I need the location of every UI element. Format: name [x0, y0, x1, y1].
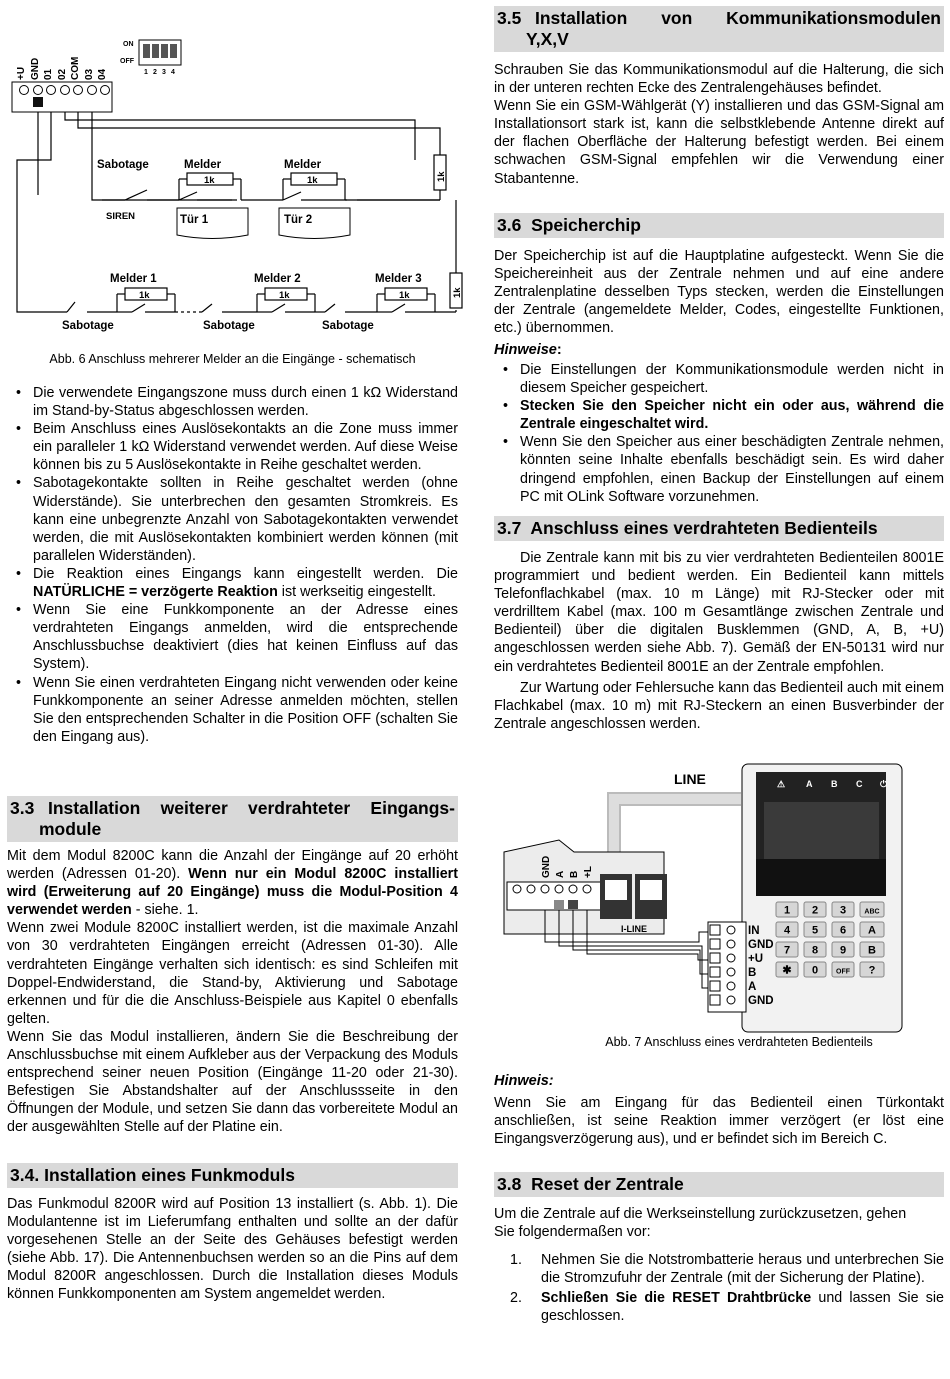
keypad-terminal-label: +U — [748, 953, 764, 965]
keypad-key-label: 2 — [811, 904, 819, 917]
dip-number: 3 — [162, 69, 166, 76]
section-3-5-body — [494, 61, 944, 188]
paragraph: Der Speicherchip ist auf die Hauptplatine aufgesteckt. Wenn Sie die Speichereinheit aus der Zentrale nehmen und auf eine andere Zentralenplatine desselben Typs stecken, werden die Einstellungen der Zentrale (angemeldete Melder, Codes, eingestellte Funktionen, etc.) übernommen. — [494, 248, 944, 337]
list-item: 1. Nehmen Sie die Notstrombatterie heraus und unterbrechen Sie die Stromzufuhr der Zentrale (mit der Sicherung der Platine). — [510, 1252, 944, 1287]
terminal-label: B — [569, 870, 580, 878]
resistor-label: 1k — [307, 175, 318, 186]
sabotage-label: Sabotage — [203, 320, 255, 332]
dip-number: 4 — [171, 69, 175, 76]
paragraph: Zur Wartung oder Fehlersuche kann das Bedienteil auch mit einem Flachkabel (max. 10 m) mit RJ-Steckern an einen Busverbinder der Zentrale angeschlossen werden. — [494, 679, 944, 732]
power-icon: ⏻ — [880, 779, 888, 789]
sabotage-label: Sabotage — [97, 159, 149, 171]
section-3-4-heading: 3.4. Installation eines Funkmoduls — [7, 1163, 458, 1188]
list-item: • Stecken Sie den Speicher nicht ein oder aus, während die Zentrale eingeschaltet wird. — [494, 397, 944, 433]
keypad-key-label: 4 — [783, 924, 791, 937]
melder-1-label: Melder 1 — [110, 273, 157, 285]
melder-label: Melder — [184, 159, 222, 171]
keypad-key-label: 5 — [811, 924, 819, 937]
list-item: • Wenn Sie einen verdrahteten Eingang nicht verwenden oder keine Funkkomponente an seiner Adresse anmelden möchten, stellen Sie den entsprechenden Schalter in die Position OFF (schalten Sie den Eingang aus). — [7, 674, 458, 746]
dip-on-label: ON — [123, 41, 134, 48]
keypad-key-label: 7 — [783, 944, 791, 957]
terminal-label: 03 — [84, 68, 95, 80]
list-item: • Wenn Sie eine Funkkomponente an der Adresse eines verdrahteten Eingangs anmelden, wird die entsprechende Anschlussbuchse deaktiviert (dies hat keinen Einfluss auf das System). — [7, 601, 458, 673]
keypad-terminal-label: GND — [748, 939, 774, 951]
keypad-key-label: 3 — [839, 904, 847, 917]
list-item: • Sabotagekontakte sollten in Reihe geschaltet werden (ohne Widerstände). Sie unterbrechen den gesamten Stromkreis. Es kann eine unbegrenzte Anzahl von Sabotagekontakten verwendet werden, die mit Auslösekontakten kombiniert werden können (mit parallelen Widerständen). — [7, 474, 458, 564]
melder-3-label: Melder 3 — [375, 273, 422, 285]
section-3-3-heading: 3.3 Installation weiterer verdrahteter Eingangs- module — [7, 796, 458, 842]
keypad-key-label: ? — [868, 964, 876, 977]
figure-6-wiring-diagram — [7, 30, 463, 370]
keypad-key-label: ABC — [864, 908, 880, 916]
terminal-label: +L — [583, 866, 594, 878]
resistor-label: 1k — [139, 290, 150, 301]
zone-rules-list — [7, 384, 458, 746]
keypad-key-label: 6 — [839, 924, 847, 937]
siren-label: SIREN — [106, 211, 136, 222]
paragraph: Die Zentrale kann mit bis zu vier verdrahteten Bedienteilen 8001E programmiert und bedient werden. Ein Bedienteil kann mittels Telefonflachkabel (max. 10 m Länge) mit RJ-Stecker oder mit verdrilltem Kabel (max. 100 m Gesamtlänge zwischen Zentrale und Bedienteil) über die digitalen Busklemmen (GND, A, B, +U) angeschlossen werden siehe Abb. 7). Gemäß der EN-50131 wird nur ein verdrahtetes Bedienteil 8001E an der Zentrale empfohlen. — [494, 550, 944, 675]
paragraph: Wenn Sie ein GSM-Wählgerät (Y) installieren und das GSM-Signal am Installationsort stark ist, kann die selbstklebende Antenne direkt auf der flachen Oberfläche der Halterung befestigt werden. Bei einem schwachen GSM-Signal empfehlen wir die Verwendung einer Stabantenne. — [494, 98, 944, 187]
keypad-key-label: 1 — [783, 904, 791, 917]
section-3-3-body — [7, 847, 458, 1137]
keypad-key-label: ✱ — [782, 964, 792, 977]
terminal-label: GND — [30, 57, 41, 80]
melder-label: Melder — [284, 159, 322, 171]
warning-icon: ⚠ — [777, 779, 786, 789]
door-2-label: Tür 2 — [284, 214, 313, 226]
section-3-7-body — [494, 549, 944, 733]
keypad-key-label: A — [868, 924, 876, 937]
keypad-terminal-label: IN — [748, 925, 760, 937]
reset-steps-list — [494, 1251, 944, 1327]
dip-number: 1 — [144, 69, 148, 76]
memory-hint-list — [494, 361, 944, 506]
list-item: • Beim Anschluss eines Auslösekontakts an die Zone muss immer ein paralleler 1 kΩ Widerstand verwendet werden. Auf diese Weise können bis zu 5 Auslösekontakte in Reihe geschaltet werden. — [7, 420, 458, 474]
terminal-label: 04 — [97, 68, 108, 80]
i-line-label: I-LINE — [621, 924, 647, 934]
hint-heading: Hinweis: — [494, 1073, 554, 1089]
resistor-label: 1k — [279, 290, 290, 301]
section-3-7-heading: 3.7 Anschluss eines verdrahteten Bedienteils — [494, 516, 944, 541]
resistor-label: 1k — [399, 290, 410, 301]
keypad-key-label: OFF — [836, 968, 850, 976]
hint-heading: Hinweise: — [494, 342, 562, 358]
terminal-label: A — [555, 870, 566, 878]
terminal-label: 02 — [57, 68, 68, 80]
resistor-label: 1k — [452, 287, 463, 298]
section-3-6-heading: 3.6 Speicherchip — [494, 213, 944, 238]
section-3-8-heading: 3.8 Reset der Zentrale — [494, 1172, 944, 1197]
list-item: • Die Reaktion eines Eingangs kann eingestellt werden. Die NATÜRLICHE = verzögerte Reaktion ist werkseitig eingestellt. — [7, 565, 458, 601]
list-item: 2. Schließen Sie die RESET Drahtbrücke und lassen Sie sie geschlossen. — [510, 1290, 944, 1325]
melder-2-label: Melder 2 — [254, 273, 301, 285]
keypad-key-label: 9 — [839, 944, 847, 957]
list-item: • Die verwendete Eingangszone muss durch einen 1 kΩ Widerstand im Stand-by-Status abgeschlossen werden. — [7, 384, 458, 420]
keypad-terminal-label: B — [748, 967, 757, 979]
keypad-top-label: C — [856, 779, 863, 789]
paragraph: Wenn zwei Module 8200C installiert werden, ist die maximale Anzahl von 30 verdrahteten Eingängen erreicht (Adressen 01-30). Alle verdrahteten Eingänge verhalten sich identisch: es sind Schleifen mit Doppel-Endwiderstand, die Stand-by, Aktivierung und Sabotage erkennen und für die die Anschluss-Beispiele aus Kapitel 0 ebenfalls gelten. — [7, 920, 458, 1027]
keypad-top-label: B — [831, 779, 838, 789]
paragraph: Schrauben Sie das Kommunikationsmodul auf die Halterung, die sich in der unteren rechten Ecke des Zentralengehäuses befindet. — [494, 62, 944, 97]
section-3-5-heading: 3.5 Installation von Kommunikationsmodulen Y,X,V — [494, 6, 944, 52]
terminal-label: +U — [16, 66, 27, 80]
paragraph: Um die Zentrale auf die Werkseinstellung zurückzusetzen, gehen Sie folgendermaßen vor: — [494, 1206, 907, 1241]
sabotage-label: Sabotage — [62, 320, 114, 332]
keypad-key-label: B — [868, 944, 876, 957]
line-label: LINE — [674, 771, 706, 787]
resistor-label: 1k — [204, 175, 215, 186]
figure-7-keypad-diagram — [494, 762, 944, 1032]
paragraph: Das Funkmodul 8200R wird auf Position 13 installiert (s. Abb. 1). Die Modulantenne ist im Lieferumfang enthalten und sollte an der dafür vorgesehenen Stelle an der Seite des Gehäuses befestigt werden (siehe Abb. 17). Die Antennenbuchsen werden so an die Pins auf dem Modul 8200R angeschlossen. Durch die Installation dieses Moduls können Funkkomponenten am System angemeldet werden. — [7, 1196, 458, 1303]
list-item: • Wenn Sie den Speicher aus einer beschädigten Zentrale nehmen, könnten seine Inhalte ebenfalls beschädigt sein. Es wird daher dringend empfohlen, einen Backup der Einstellungen auf einem PC mit OLink Software vorzunehmen. — [494, 433, 944, 505]
dip-number: 2 — [153, 69, 157, 76]
keypad-key-label: 8 — [811, 944, 819, 957]
paragraph: Mit dem Modul 8200C kann die Anzahl der Eingänge auf 20 erhöht werden (Adressen 01-20). Wenn nur ein Modul 8200C installiert wird (Erweiterung auf 20 Eingänge) muss die Modul-Position 4 verwendet werden - siehe. 1. — [7, 848, 458, 919]
door-1-label: Tür 1 — [180, 214, 209, 226]
terminal-label: GND — [541, 855, 552, 878]
paragraph: Wenn Sie das Modul installieren, ändern Sie die Beschreibung der Anschlussbuchse mit einem Aufkleber aus der Verpackung des Moduls entsprechend seiner neuen Position (Eingänge 11-20 oder 21-30). Befestigen Sie Abstandshalter auf der Anschlussseite in den Öffnungen der Module, und setzen Sie dann das vorbereitete Modul an der ausgewählten Stelle auf der Platine ein. — [7, 1028, 458, 1136]
keypad-top-label: A — [806, 779, 813, 789]
sabotage-label: Sabotage — [322, 320, 374, 332]
terminal-label: COM — [70, 56, 81, 80]
dip-off-label: OFF — [120, 58, 134, 65]
paragraph: Wenn Sie am Eingang für das Bedienteil einen Türkontakt anschließen, ist seine Reaktion immer verzögert (er löst eine Eingangsverzögerung aus), und er befindet sich im Bereich C. — [494, 1095, 944, 1148]
figure-7-caption: Abb. 7 Anschluss eines verdrahteten Bedienteils — [605, 1035, 873, 1049]
figure-6-caption: Abb. 6 Anschluss mehrerer Melder an die Eingänge - schematisch — [49, 352, 416, 366]
keypad-terminal-label: GND — [748, 995, 774, 1007]
keypad-key-label: 0 — [811, 964, 819, 977]
list-item: • Die Einstellungen der Kommunikationsmodule werden nicht in diesem Speicher gespeichert. — [494, 361, 944, 397]
resistor-label: 1k — [436, 171, 447, 182]
keypad-terminal-label: A — [748, 981, 757, 993]
terminal-label: 01 — [43, 68, 54, 80]
